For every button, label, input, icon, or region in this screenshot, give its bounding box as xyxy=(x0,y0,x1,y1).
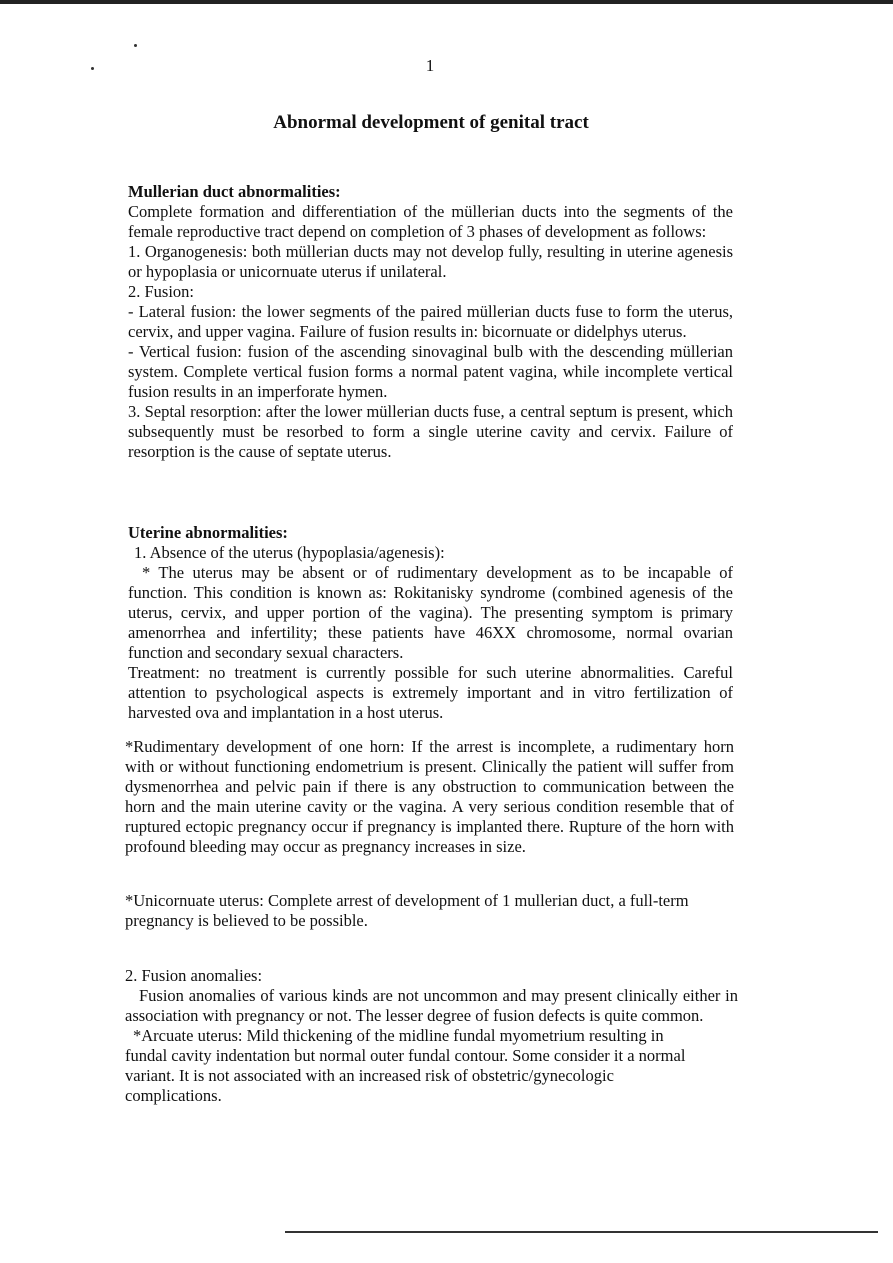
arcuate-line: complications. xyxy=(125,1086,222,1105)
arcuate-line: variant. It is not associated with an increased risk of obstetric/gynecologic xyxy=(125,1066,614,1085)
arcuate-line: *Arcuate uterus: Mild thickening of the midline fundal myometrium resulting in xyxy=(133,1026,664,1045)
mullerian-intro: Complete formation and differentiation of the müllerian ducts into the segments of the female reproductive tract depend on completion of 3 phases of development as follows: xyxy=(128,202,733,241)
page-number: 1 xyxy=(425,56,435,75)
fusion-label: 2. Fusion: xyxy=(128,282,195,301)
mullerian-section xyxy=(128,182,733,462)
rudimentary-horn-paragraph: *Rudimentary development of one horn: If the arrest is incomplete, a rudimentary horn with or without functioning endometrium is present. Clinically the patient will suffer from dysmenorrhea and pelvic pain if there is any obstruction to communication between the horn and the main uterine cavity or the vagina. A very serious condition resemble that of ruptured ectopic pregnancy occur if pregnancy is implanted there. Rupture of the horn with profound bleeding may occur as pregnancy increases in size. xyxy=(125,737,734,856)
scan-speck xyxy=(134,44,137,47)
arcuate-line: fundal cavity indentation but normal outer fundal contour. Some consider it a normal xyxy=(125,1046,686,1065)
uterine-section xyxy=(128,523,733,723)
lateral-fusion-paragraph: - Lateral fusion: the lower segments of the paired müllerian ducts fuse to form the uterus, cervix, and upper vagina. Failure of fusion results in: bicornuate or didelphys uterus. xyxy=(128,302,733,341)
absence-paragraph: * The uterus may be absent or of rudimentary development as to be incapable of function. This condition is known as: Rokitanisky syndrome (combined agenesis of the uterus, cervix, and upper portion of the vagina). The presenting symptom is primary amenorrhea and infertility; these patients have 46XX chromosome, normal ovarian function and secondary sexual characters. xyxy=(128,563,733,662)
uterine-heading: Uterine abnormalities: xyxy=(128,523,288,542)
vertical-fusion-paragraph: - Vertical fusion: fusion of the ascending sinovaginal bulb with the descending müllerian system. Complete vertical fusion forms a normal patent vagina, while incomplete vertical fusion results in an imperforate hymen. xyxy=(128,342,733,401)
fusion-anomalies-section xyxy=(125,966,738,1106)
absence-label: 1. Absence of the uterus (hypoplasia/agenesis): xyxy=(134,543,445,562)
page-bottom-rule xyxy=(285,1231,878,1233)
organogenesis-paragraph: 1. Organogenesis: both müllerian ducts may not develop fully, resulting in uterine agenesis or hypoplasia or unicornuate uterus if unilateral. xyxy=(128,242,733,281)
septal-resorption-paragraph: 3. Septal resorption: after the lower müllerian ducts fuse, a central septum is present, which subsequently must be resorbed to form a single uterine cavity and cervix. Failure of resorption is the cause of septate uterus. xyxy=(128,402,733,461)
mullerian-heading: Mullerian duct abnormalities: xyxy=(128,182,341,201)
page-title: Abnormal development of genital tract xyxy=(273,112,589,133)
unicornuate-paragraph: *Unicornuate uterus: Complete arrest of development of 1 mullerian duct, a full-term pregnancy is believed to be possible. xyxy=(125,891,689,930)
page-top-edge xyxy=(0,0,893,4)
fusion-anomalies-label: 2. Fusion anomalies: xyxy=(125,966,263,985)
fusion-anomalies-intro: Fusion anomalies of various kinds are not uncommon and may present clinically either in association with pregnancy or not. The lesser degree of fusion defects is quite common. xyxy=(125,986,738,1025)
treatment-paragraph: Treatment: no treatment is currently possible for such uterine abnormalities. Careful attention to psychological aspects is extremely important and in vitro fertilization of harvested ova and implantation in a host uterus. xyxy=(128,663,733,722)
